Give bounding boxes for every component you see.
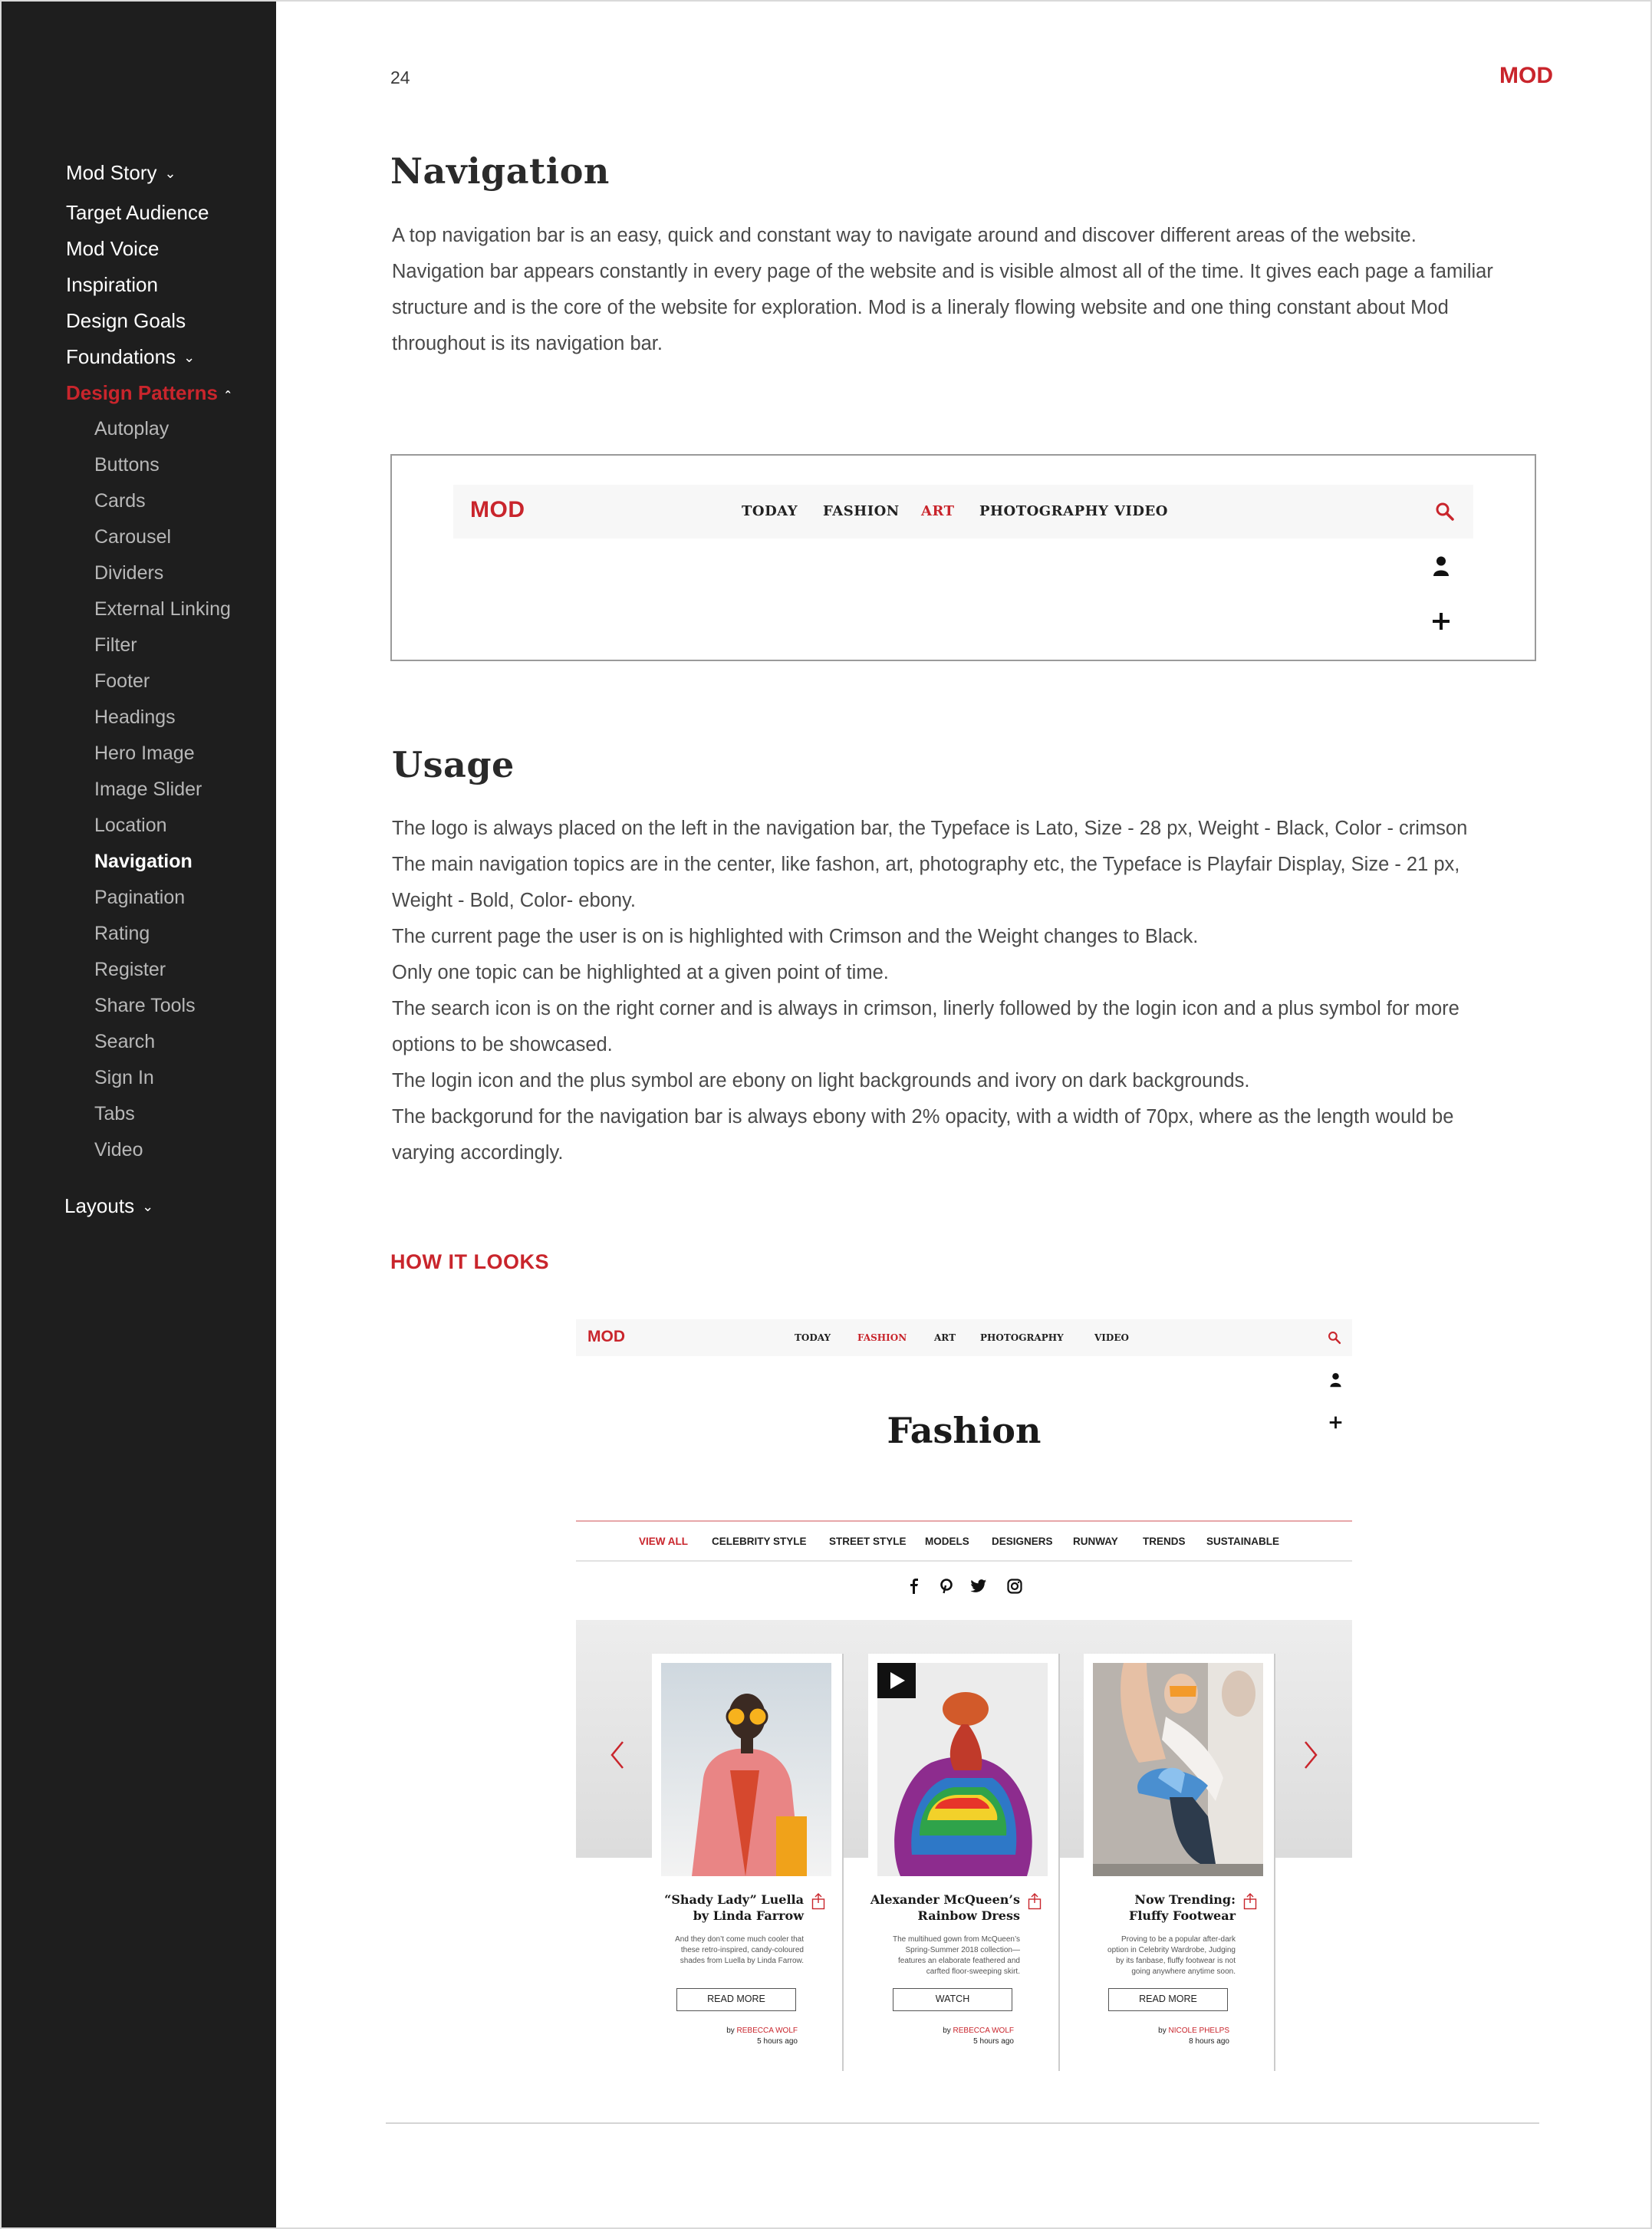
sidebar-subitem-image-slider[interactable]: Image Slider: [94, 779, 202, 800]
article-time: 5 hours ago: [757, 2037, 798, 2046]
nav-topic-fashion[interactable]: FASHION: [823, 503, 900, 519]
sidebar-subitem-tabs[interactable]: Tabs: [94, 1103, 135, 1124]
sidebar-item-mod-voice[interactable]: Mod Voice: [66, 237, 160, 260]
usage-description: [392, 811, 1542, 1171]
sidebar: [2, 2, 276, 2227]
text-line: The main navigation topics are in the center, like fashon, art, photography etc, the Typeface is Playfair Display, Size - 21 px,: [392, 854, 1460, 875]
sidebar-subitem-search[interactable]: Search: [94, 1031, 156, 1052]
section-title-usage: Usage: [392, 744, 515, 785]
nav-logo[interactable]: MOD: [470, 497, 525, 522]
navigation-demo-box: [390, 454, 1536, 661]
text-line: varying accordingly.: [392, 1142, 564, 1164]
brand-logo: MOD: [1499, 63, 1553, 88]
sidebar-subitem-headings[interactable]: Headings: [94, 706, 176, 728]
page-number: 24: [390, 67, 410, 87]
sidebar-item-inspiration[interactable]: Inspiration: [66, 273, 158, 296]
sidebar-subitem-register[interactable]: Register: [94, 959, 166, 980]
sidebar-subitem-cards[interactable]: Cards: [94, 490, 146, 512]
chevron-up-icon: ˆ: [225, 389, 230, 404]
watch-button[interactable]: WATCH: [893, 1988, 1012, 2011]
sidebar-item-target-audience[interactable]: Target Audience: [66, 201, 209, 224]
how-it-looks-label: HOW IT LOOKS: [390, 1250, 549, 1273]
article-card[interactable]: [652, 1654, 844, 2071]
divider: [386, 2122, 1539, 2124]
sidebar-subitem-dividers[interactable]: Dividers: [94, 562, 164, 584]
user-icon[interactable]: [1432, 555, 1450, 577]
text-line: The search icon is on the right corner and is always in crimson, linerly followed by the login icon and a plus symbol for more: [392, 998, 1459, 1019]
subnav-runway[interactable]: RUNWAY: [1073, 1536, 1118, 1547]
article-card[interactable]: [1084, 1654, 1275, 2071]
sidebar-item-design-goals[interactable]: Design Goals: [66, 309, 186, 332]
share-icon[interactable]: [811, 1893, 825, 1910]
sidebar-subitem-share-tools[interactable]: Share Tools: [94, 995, 196, 1016]
article-excerpt: And they don’t come much cooler that these retro-inspired, candy-coloured shades from Luella by Linda Farrow.: [675, 1935, 804, 1965]
nav-topic-art[interactable]: ART: [934, 1332, 956, 1343]
plus-icon[interactable]: [1432, 612, 1450, 631]
article-card[interactable]: [868, 1654, 1060, 2071]
sidebar-item-layouts[interactable]: Layouts ⌄: [64, 1194, 154, 1217]
sidebar-subitem-external-linking[interactable]: External Linking: [94, 598, 231, 620]
article-excerpt: The multihued gown from McQueen’s Spring-Summer 2018 collection— features an elaborate feathered and carfted floor-sweeping skirt.: [892, 1935, 1020, 1976]
sidebar-subitem-autoplay[interactable]: Autoplay: [94, 418, 169, 440]
pinterest-icon[interactable]: [940, 1579, 953, 1594]
search-icon[interactable]: [1435, 502, 1455, 522]
nav-topic-photography[interactable]: PHOTOGRAPHY: [979, 503, 1109, 519]
article-image: [661, 1663, 831, 1876]
subnav-trends[interactable]: TRENDS: [1143, 1536, 1186, 1547]
subnav-view-all[interactable]: VIEW ALL: [639, 1536, 688, 1547]
nav-topic-art[interactable]: ART: [921, 503, 955, 519]
text-line: structure and is the core of the website for exploration. Mod is a lineraly flowing website and one thing constant about Mod: [392, 297, 1449, 318]
read-more-button[interactable]: READ MORE: [676, 1988, 796, 2011]
share-icon[interactable]: [1243, 1893, 1257, 1910]
article-title[interactable]: Now Trending: Fluffy Footwear: [1128, 1892, 1236, 1923]
sidebar-item-design-patterns[interactable]: Design Patterns ˆ: [66, 381, 230, 404]
subnav-sustainable[interactable]: SUSTAINABLE: [1206, 1536, 1280, 1547]
sidebar-subitem-location[interactable]: Location: [94, 815, 167, 836]
article-excerpt: Proving to be a popular after-dark option in Celebrity Wardrobe, Judging by its fanbase, fluffy footwear is not going anywhere anytime soon.: [1107, 1935, 1236, 1976]
nav-topic-fashion[interactable]: FASHION: [857, 1332, 907, 1343]
chevron-down-icon: ⌄: [183, 350, 196, 365]
subnav-street-style[interactable]: STREET STYLE: [829, 1536, 907, 1547]
subnav-designers[interactable]: DESIGNERS: [992, 1536, 1053, 1547]
nav-topic-photography[interactable]: PHOTOGRAPHY: [980, 1332, 1064, 1343]
share-icon[interactable]: [1028, 1893, 1042, 1910]
navigation-bar: [576, 1319, 1352, 1356]
navigation-description: [392, 218, 1542, 362]
sidebar-subitem-navigation[interactable]: Navigation: [94, 851, 193, 872]
article-author: by REBECCA WOLF: [943, 2027, 1014, 2035]
text-line: The backgorund for the navigation bar is always ebony with 2% opacity, with a width of 70px, where as the length would be: [392, 1106, 1454, 1128]
sidebar-subitem-filter[interactable]: Filter: [94, 634, 137, 656]
user-icon[interactable]: [1329, 1372, 1342, 1388]
article-author: by REBECCA WOLF: [726, 2027, 798, 2035]
sidebar-subitem-buttons[interactable]: Buttons: [94, 454, 160, 476]
text-line: throughout is its navigation bar.: [392, 333, 663, 354]
instagram-icon[interactable]: [1007, 1579, 1022, 1594]
article-image: [877, 1663, 1048, 1876]
navigation-bar: [453, 485, 1473, 538]
sidebar-subitem-sign-in[interactable]: Sign In: [94, 1067, 154, 1088]
text-line: The current page the user is on is highlighted with Crimson and the Weight changes to Black.: [392, 926, 1199, 947]
text-line: Weight - Bold, Color- ebony.: [392, 890, 636, 911]
chevron-down-icon: ⌄: [142, 1199, 154, 1214]
sidebar-subitem-hero-image[interactable]: Hero Image: [94, 742, 195, 764]
article-author: by NICOLE PHELPS: [1158, 2027, 1229, 2035]
article-time: 5 hours ago: [973, 2037, 1014, 2046]
chevron-down-icon: ⌄: [164, 166, 176, 181]
text-line: options to be showcased.: [392, 1034, 613, 1055]
section-title-navigation: Navigation: [390, 150, 610, 192]
text-line: The logo is always placed on the left in the navigation bar, the Typeface is Lato, Size - 28 px, Weight - Black, Color - crimson: [392, 818, 1468, 839]
sidebar-subitem-carousel[interactable]: Carousel: [94, 526, 172, 548]
text-line: Navigation bar appears constantly in every page of the website and is visible almost all of the time. It gives each page a familiar: [392, 261, 1493, 282]
search-icon[interactable]: [1328, 1331, 1341, 1345]
sidebar-item-foundations[interactable]: Foundations ⌄: [66, 345, 196, 368]
subnav-models[interactable]: MODELS: [925, 1536, 969, 1547]
page-title: Fashion: [887, 1410, 1042, 1451]
sidebar-item-mod-story[interactable]: Mod Story ⌄: [66, 161, 176, 184]
nav-logo[interactable]: MOD: [587, 1328, 625, 1345]
article-title[interactable]: “Shady Lady” Luella by Linda Farrow: [664, 1892, 804, 1923]
article-title[interactable]: Alexander McQueen’s Rainbow Dress: [870, 1892, 1020, 1923]
read-more-button[interactable]: READ MORE: [1108, 1988, 1228, 2011]
nav-topic-video[interactable]: VIDEO: [1094, 1332, 1129, 1343]
nav-topic-today[interactable]: TODAY: [795, 1332, 831, 1343]
text-line: A top navigation bar is an easy, quick and constant way to navigate around and discover different areas of the website.: [392, 225, 1417, 246]
chevron-right-icon[interactable]: [1302, 1740, 1320, 1770]
nav-topic-video[interactable]: VIDEO: [1114, 503, 1168, 519]
fashion-page-mockup: [576, 1319, 1352, 2079]
article-time: 8 hours ago: [1189, 2037, 1229, 2046]
facebook-icon[interactable]: [909, 1579, 920, 1594]
sidebar-subitem-rating[interactable]: Rating: [94, 923, 150, 944]
subnav-celebrity-style[interactable]: CELEBRITY STYLE: [712, 1536, 807, 1547]
chevron-left-icon[interactable]: [608, 1740, 627, 1770]
twitter-icon[interactable]: [970, 1579, 987, 1594]
sidebar-subitem-footer[interactable]: Footer: [94, 670, 150, 692]
nav-topic-today[interactable]: TODAY: [742, 503, 798, 519]
text-line: The login icon and the plus symbol are ebony on light backgrounds and ivory on dark backgrounds.: [392, 1070, 1250, 1091]
article-image: [1093, 1663, 1263, 1876]
sidebar-subitem-pagination[interactable]: Pagination: [94, 887, 186, 908]
category-subnav: [576, 1520, 1352, 1562]
text-line: Only one topic can be highlighted at a given point of time.: [392, 962, 889, 983]
sidebar-subitem-video[interactable]: Video: [94, 1139, 143, 1161]
